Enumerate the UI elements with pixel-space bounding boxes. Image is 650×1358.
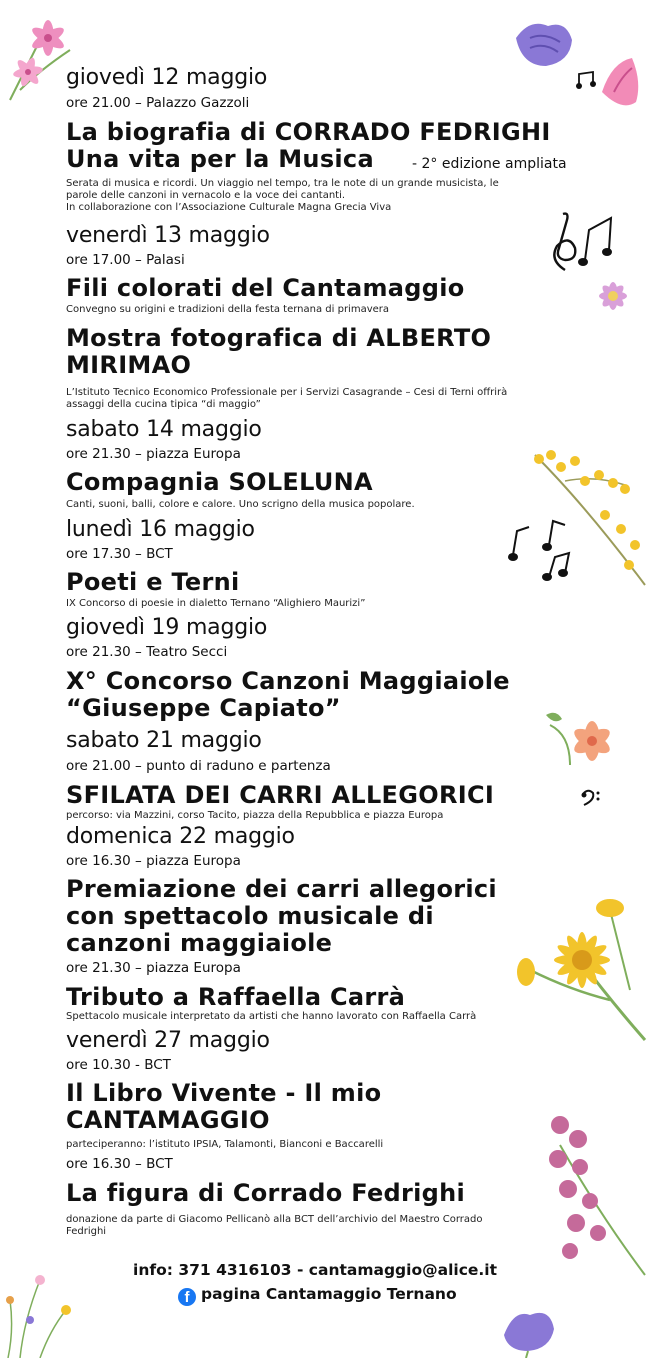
event-time: ore 10.30 - BCT [66,1057,171,1073]
event-title: Fili colorati del Cantamaggio [66,274,465,302]
bass-clef-icon [580,788,602,808]
event-date: domenica 22 maggio [66,824,295,849]
event-description: parteciperanno: l’istituto IPSIA, Talamonti, Bianconi e Baccarelli [66,1139,384,1150]
event-title-line2: MIRIMAO [66,351,192,379]
event-description: percorso: via Mazzini, corso Tacito, piazza della Repubblica e piazza Europa [66,810,444,821]
wildflowers-bottom-left-icon [0,1270,80,1358]
sunflowers-icon [510,890,650,1050]
event-date: sabato 21 maggio [66,728,262,753]
violet-flower-top-right-icon [510,18,580,73]
event-date: giovedì 19 maggio [66,615,268,640]
event-description: IX Concorso di poesie in dialetto Ternano “Alighiero Maurizi” [66,598,366,609]
footer-contact-info: info: 371 4316103 - cantamaggio@alice.it [133,1261,498,1279]
event-description: Canti, suoni, balli, colore e calore. Uno scrigno della musica popolare. [66,499,415,510]
event-title: Mostra fotografica di ALBERTO [66,324,492,352]
facebook-page-label: pagina Cantamaggio Ternano [201,1285,457,1303]
event-description: Serata di musica e ricordi. Un viaggio nel tempo, tra le note di un grande musicista, le parole delle canzoni in vernacolo e la voce dei cantanti. In collaborazione con l’Associazione Culturale Magna Grecia Viva [66,178,499,213]
event-title-line2: Una vita per la Musica [66,145,374,173]
event-time: ore 17.30 – BCT [66,546,173,562]
event-title: X° Concorso Canzoni Maggiaiole [66,667,510,695]
music-notes-pair-icon [505,515,575,585]
event-description: L’Istituto Tecnico Economico Professionale per i Servizi Casagrande – Cesi di Terni offrirà assaggi della cucina tipica “di maggio” [66,387,508,410]
event-title-line2: CANTAMAGGIO [66,1106,270,1134]
event-date: sabato 14 maggio [66,417,262,442]
event-title: Premiazione dei carri allegorici [66,875,497,903]
pink-flower-right-icon [592,52,650,116]
event-time: ore 16.30 – BCT [66,1156,173,1172]
event-time: ore 21.00 – Palazzo Gazzoli [66,95,250,111]
violet-flower-bottom-icon [500,1305,558,1358]
event-title: Poeti e Terni [66,568,240,596]
music-note-icon [575,70,597,90]
event-description: donazione da parte di Giacomo Pellicanò alla BCT dell’archivio del Maestro Corrado Fedrighi [66,1214,483,1237]
footer-facebook-link[interactable] [178,1285,457,1306]
pink-flowers-bottom-right-icon [530,1105,650,1280]
event-title: SFILATA DEI CARRI ALLEGORICI [66,781,495,809]
event-title: Compagnia SOLELUNA [66,468,373,496]
event-date: giovedì 12 maggio [66,65,268,90]
event-description: Spettacolo musicale interpretato da artisti che hanno lavorato con Raffaella Carrà [66,1011,477,1022]
event-description: Convegno su origini e tradizioni della festa ternana di primavera [66,304,390,315]
event-time: ore 21.30 – piazza Europa [66,960,241,976]
event-title-line2: “Giuseppe Capiato” [66,694,341,722]
pink-flowers-top-left-icon [0,0,90,110]
event-title-line2: con spettacolo musicale di [66,902,434,930]
event-title: La figura di Corrado Fedrighi [66,1179,466,1207]
event-date: venerdì 27 maggio [66,1028,270,1053]
event-title: La biografia di CORRADO FEDRIGHI [66,118,551,146]
event-time: ore 17.00 – Palasi [66,252,185,268]
event-title-line3: canzoni maggiaiole [66,929,333,957]
event-time: ore 16.30 – piazza Europa [66,853,241,869]
pink-daisy-icon [585,270,645,326]
event-subtitle: - 2° edizione ampliata [412,156,567,172]
event-title: Il Libro Vivente - Il mio [66,1079,382,1107]
event-time: ore 21.30 – Teatro Secci [66,644,228,660]
facebook-icon: f [178,1288,196,1306]
event-title: Tributo a Raffaella Carrà [66,983,406,1011]
event-time: ore 21.30 – piazza Europa [66,446,241,462]
event-date: venerdì 13 maggio [66,223,270,248]
event-time: ore 21.00 – punto di raduno e partenza [66,758,331,774]
salmon-flower-icon [540,705,630,785]
event-date: lunedì 16 maggio [66,517,255,542]
